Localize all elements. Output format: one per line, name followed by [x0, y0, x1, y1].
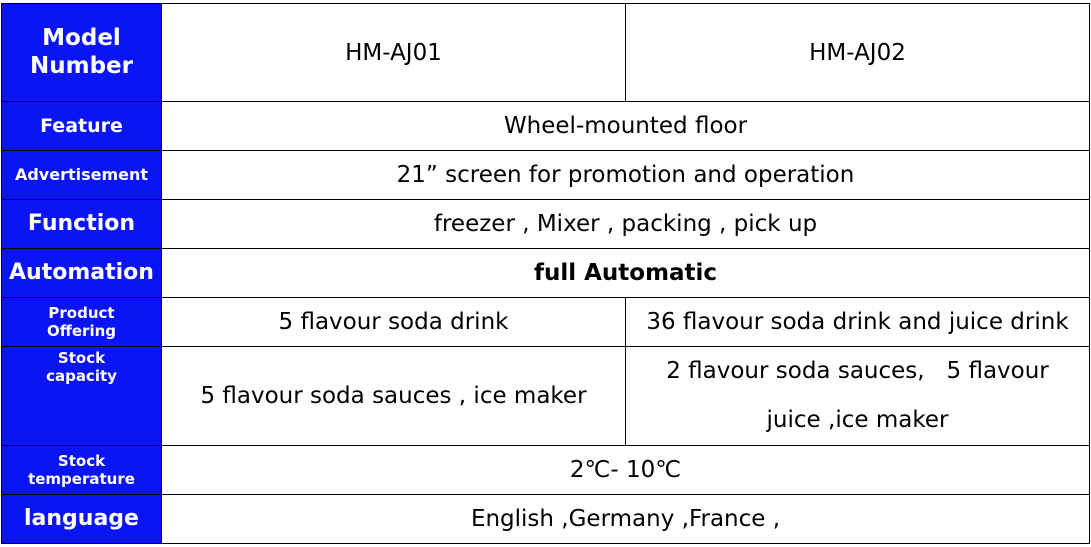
stock-capacity-value-2	[626, 347, 1090, 446]
model-2: HM-AJ02	[626, 4, 1090, 102]
stock-capacity-line1: Stock	[57, 349, 106, 367]
function-label: Function	[2, 200, 162, 249]
automation-value: full Automatic	[162, 249, 1090, 298]
row-advertisement	[2, 151, 1090, 200]
product-offering-label	[2, 298, 162, 347]
product-offering-value-1: 5 flavour soda drink	[162, 298, 626, 347]
row-stock-temperature	[2, 446, 1090, 495]
stock-temperature-line2: temperature	[28, 470, 135, 488]
stock-temperature-value: 2℃- 10℃	[162, 446, 1090, 495]
row-function	[2, 200, 1090, 249]
function-value: freezer , Mixer , packing , pick up	[162, 200, 1090, 249]
row-product-offering	[2, 298, 1090, 347]
model-1: HM-AJ01	[162, 4, 626, 102]
spec-table	[1, 3, 1090, 544]
automation-label: Automation	[2, 249, 162, 298]
feature-value: Wheel-mounted floor	[162, 102, 1090, 151]
product-offering-value-2: 36 flavour soda drink and juice drink	[626, 298, 1090, 347]
language-label: language	[2, 495, 162, 544]
model-label-line2: Number	[30, 52, 133, 79]
model-number-label	[2, 4, 162, 102]
product-offering-line1: Product	[48, 304, 115, 322]
language-value: English ,Germany ,France ,	[162, 495, 1090, 544]
stock-capacity-line2: capacity	[46, 367, 117, 385]
row-model-number	[2, 4, 1090, 102]
product-offering-line2: Offering	[46, 322, 117, 340]
stock-temperature-line1: Stock	[57, 452, 106, 470]
row-language	[2, 495, 1090, 544]
row-feature	[2, 102, 1090, 151]
stock-capacity-value-2-line1: 2 flavour soda sauces, 5 flavour	[666, 358, 1049, 384]
feature-label: Feature	[2, 102, 162, 151]
stock-capacity-value-1: 5 flavour soda sauces , ice maker	[162, 347, 626, 446]
advertisement-value: 21” screen for promotion and operation	[162, 151, 1090, 200]
model-label-line1: Model	[42, 24, 121, 51]
advertisement-label: Advertisement	[2, 151, 162, 200]
row-automation	[2, 249, 1090, 298]
stock-capacity-label	[2, 347, 162, 446]
row-stock-capacity	[2, 347, 1090, 446]
stock-capacity-value-2-line2: juice ,ice maker	[766, 407, 949, 433]
stock-temperature-label	[2, 446, 162, 495]
